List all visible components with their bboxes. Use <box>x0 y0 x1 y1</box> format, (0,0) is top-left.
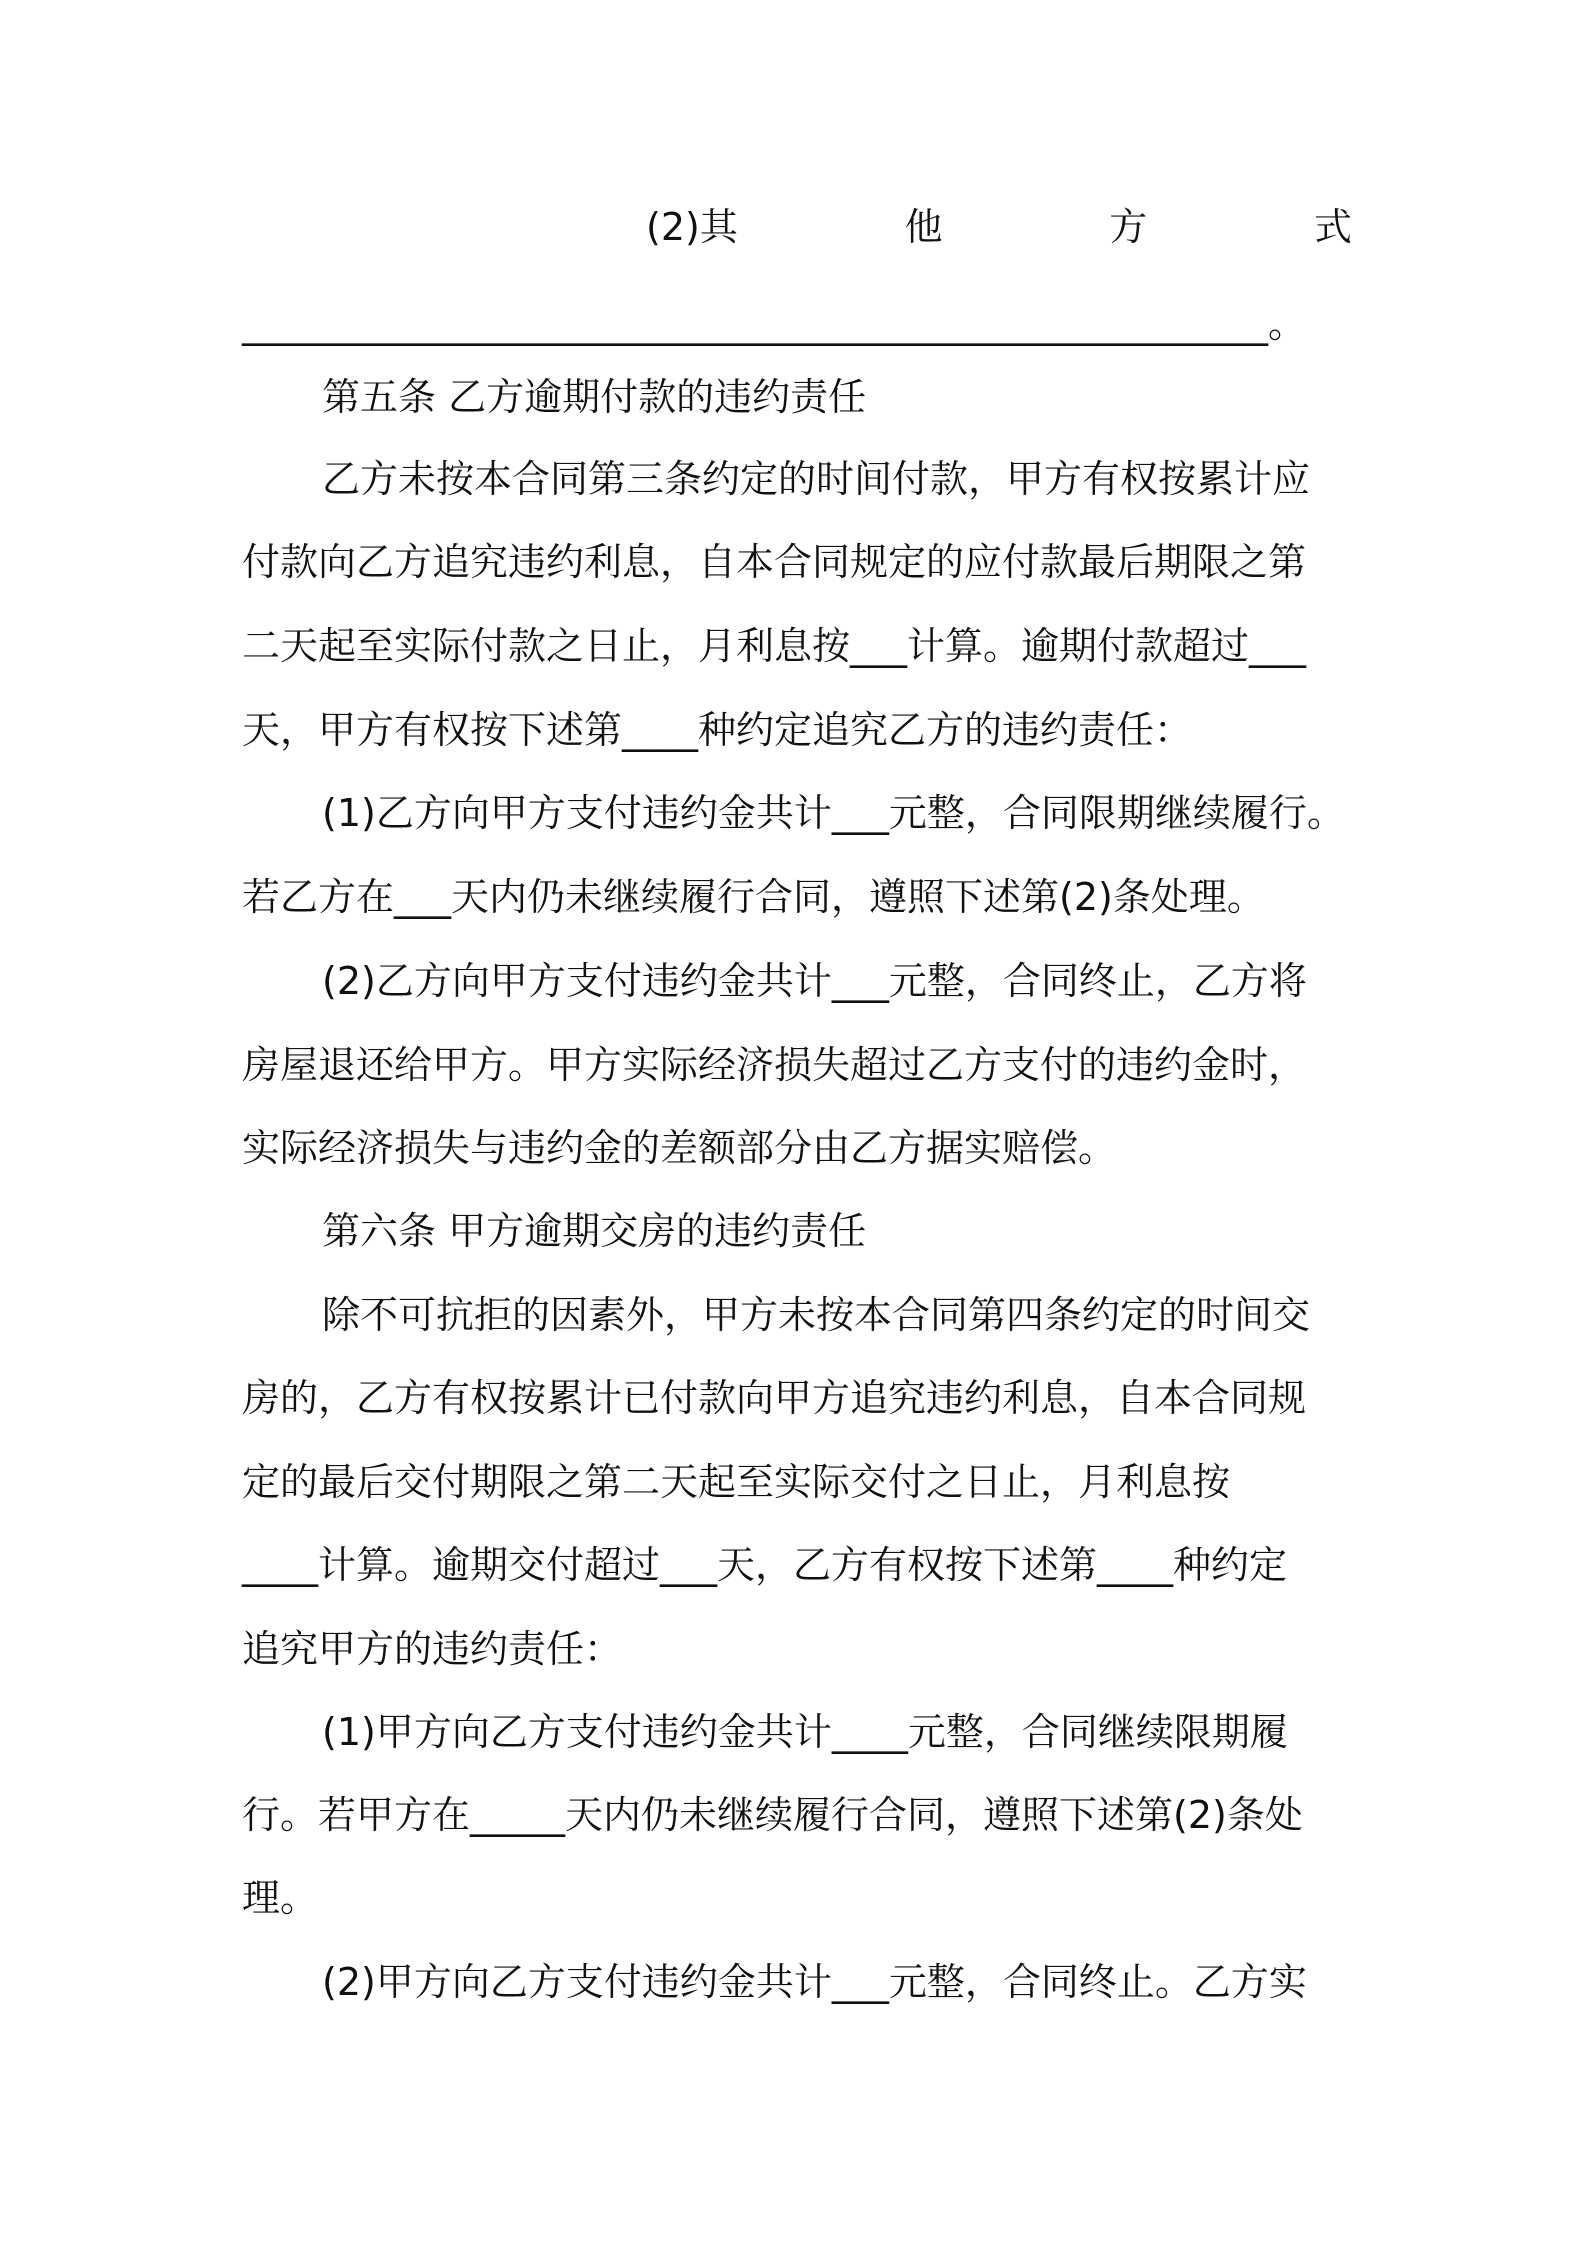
article-5-item-2-line: (2)乙方向甲方支付违约金共计___元整，合同终止，乙方将 <box>322 959 1307 1003</box>
article-5-item-1-line: 若乙方在___天内仍未继续履行合同，遵照下述第(2)条处理。 <box>242 875 1265 919</box>
article-5-item-2-line: 房屋退还给甲方。甲方实际经济损失超过乙方支付的违约金时， <box>242 1043 1307 1087</box>
other-method-char-2: 他 <box>904 205 943 249</box>
article-6-paragraph-line: 追究甲方的违约责任： <box>242 1627 623 1671</box>
article-6-item-1-line: 行。若甲方在_____天内仍未继续履行合同，遵照下述第(2)条处 <box>242 1793 1303 1837</box>
article-6-paragraph-line: 定的最后交付期限之第二天起至实际交付之日止，月利息按 <box>242 1460 1231 1504</box>
article-5-heading: 第五条 乙方逾期付款的违约责任 <box>322 375 867 419</box>
article-5-paragraph-line: 天，甲方有权按下述第____种约定追究乙方的违约责任： <box>242 708 1193 752</box>
article-5-paragraph-line: 二天起至实际付款之日止，月利息按___计算。逾期付款超过___ <box>242 624 1307 668</box>
article-5-paragraph-line: 付款向乙方追究违约利息，自本合同规定的应付款最后期限之第 <box>242 540 1307 584</box>
article-6-paragraph-line: 除不可抗拒的因素外，甲方未按本合同第四条约定的时间交 <box>322 1293 1311 1337</box>
article-6-paragraph-line: 房的，乙方有权按累计已付款向甲方追究违约利息，自本合同规 <box>242 1376 1307 1420</box>
article-6-heading: 第六条 甲方逾期交房的违约责任 <box>322 1209 867 1253</box>
article-5-paragraph-line: 乙方未按本合同第三条约定的时间付款，甲方有权按累计应 <box>322 457 1311 501</box>
article-5-item-2-line: 实际经济损失与违约金的差额部分由乙方据实赔偿。 <box>242 1126 1117 1170</box>
other-method-blank: ______________________________________________________。 <box>242 302 1307 346</box>
article-6-item-2-line: (2)甲方向乙方支付违约金共计___元整，合同终止。乙方实 <box>322 1960 1307 2004</box>
other-method-line <box>646 205 1352 249</box>
other-method-prefix: (2)其 <box>646 205 738 249</box>
article-6-paragraph-line: ____计算。逾期交付超过___天，乙方有权按下述第____种约定 <box>242 1543 1288 1587</box>
other-method-char-3: 方 <box>1109 205 1148 249</box>
article-6-item-1-line: 理。 <box>242 1876 319 1920</box>
other-method-char-4: 式 <box>1313 205 1352 249</box>
article-5-item-1-line: (1)乙方向甲方支付违约金共计___元整，合同限期继续履行。 <box>322 791 1345 835</box>
article-6-item-1-line: (1)甲方向乙方支付违约金共计____元整，合同继续限期履 <box>322 1710 1288 1754</box>
